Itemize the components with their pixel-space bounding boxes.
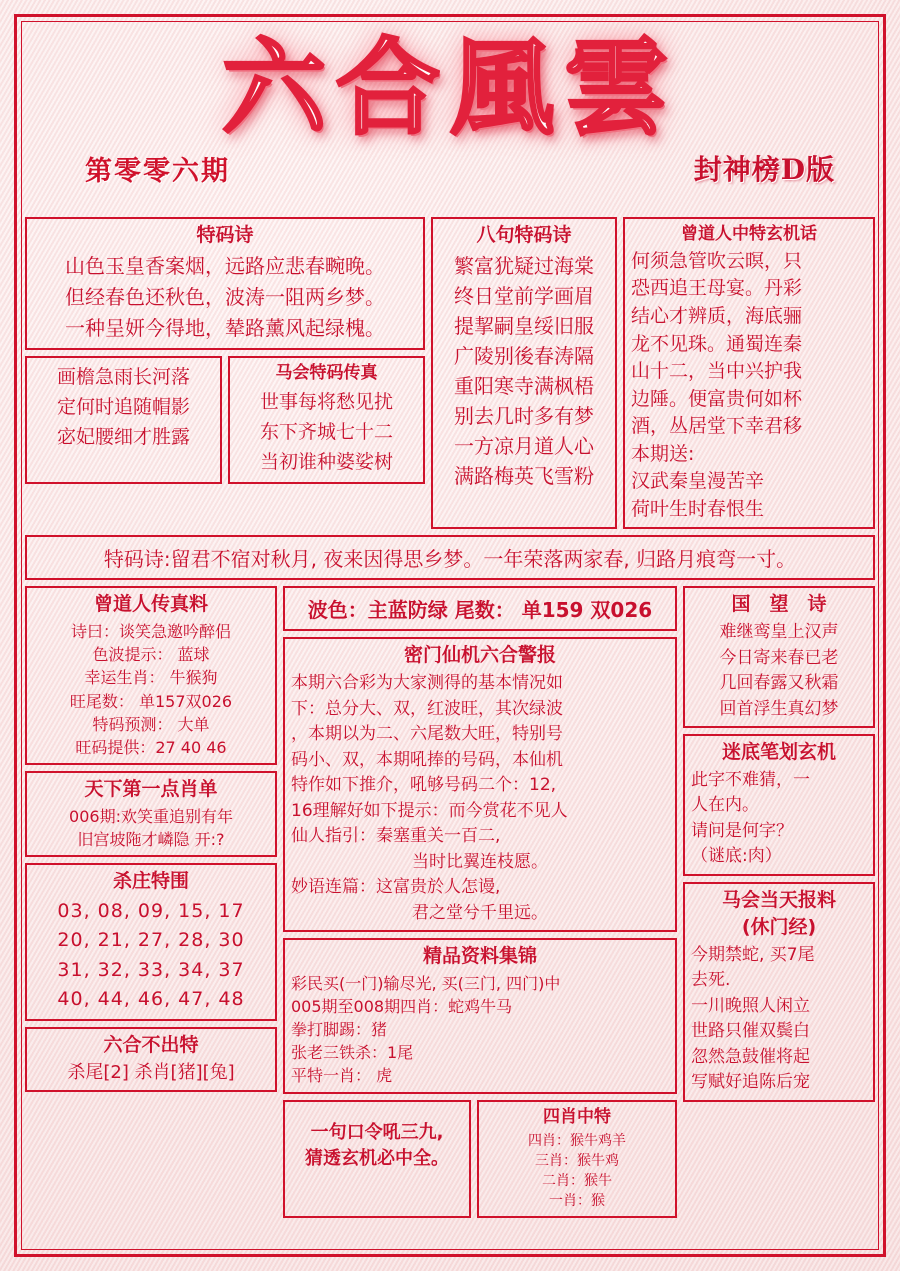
secret-paragraph-line: ，本期以为二、六尾数大旺，特别号 bbox=[291, 724, 563, 745]
oracle-line: 龙不见珠。通蜀连秦 bbox=[631, 332, 803, 355]
kill-zhuang-title: 杀庄特围 bbox=[112, 870, 189, 893]
oracle-line: 边陲。便富贵何如杯 bbox=[631, 387, 803, 410]
horse-fax-box bbox=[228, 356, 425, 484]
slogan-line: 猜透玄机必中全。 bbox=[305, 1147, 449, 1169]
quality-info-box bbox=[283, 938, 677, 1094]
kill-zhuang-row: 40, 44, 46, 47, 48 bbox=[57, 988, 245, 1011]
world-first-box bbox=[25, 771, 277, 857]
horse-report-title: 马会当天报料 bbox=[721, 888, 836, 911]
four-pick-row: 三肖：猴牛鸡 bbox=[535, 1152, 619, 1169]
zengdao-fax-line: 色波提示： 蓝球 bbox=[92, 645, 210, 665]
world-first-line: 旧宫坡陁才嶙隐 开:? bbox=[77, 830, 225, 849]
left-sub-row bbox=[25, 356, 425, 484]
left-column bbox=[25, 217, 425, 529]
quality-info-title: 精品资料集锦 bbox=[422, 945, 537, 968]
eight-line: 提挈嗣皇绥旧服 bbox=[454, 313, 594, 338]
horse-report-line: 世路只催双鬓白 bbox=[691, 1021, 810, 1042]
secret-alarm-box bbox=[283, 637, 677, 932]
world-first-title: 天下第一点肖单 bbox=[84, 778, 218, 801]
zengdao-fax-line: 诗曰：谈笑急邀吟醉侣 bbox=[70, 622, 231, 642]
column-one bbox=[25, 586, 277, 1092]
four-pick-box bbox=[477, 1100, 677, 1218]
guide-first-line: 秦塞重关一百二, bbox=[376, 826, 501, 847]
zengdao-fax-line: 幸运生肖： 牛猴狗 bbox=[84, 668, 218, 688]
bottom-sub-row bbox=[283, 1100, 677, 1218]
horse-report-line: 一川晚照人闲立 bbox=[691, 995, 810, 1016]
horse-report-line: 忽然急鼓催将起 bbox=[691, 1046, 810, 1067]
secret-paragraph-line: 特作如下推介，吼够号码二个：12, bbox=[291, 775, 557, 796]
secret-saying-label bbox=[291, 875, 669, 901]
no-special-line: 杀尾[2] 杀肖[猪][兔] bbox=[67, 1062, 235, 1084]
four-pick-row: 二肖：猴牛 bbox=[542, 1173, 612, 1190]
edition-label: 封神榜D版 bbox=[693, 153, 835, 187]
column-two bbox=[283, 586, 677, 1217]
saying-first-line: 这富贵於人怎谩, bbox=[376, 877, 501, 898]
secret-guide-line: 当时比翼连枝愿。 bbox=[412, 851, 548, 872]
secret-saying-line: 君之堂兮千里远。 bbox=[412, 902, 548, 923]
no-special-title: 六合不出特 bbox=[103, 1033, 199, 1056]
special-poem-line: 一种呈妍今得地，辇路薰风起绿槐。 bbox=[65, 315, 385, 340]
eight-line-poem-box bbox=[431, 217, 617, 529]
picture-eaves-box bbox=[25, 356, 222, 484]
kill-zhuang-row: 03, 08, 09, 15, 17 bbox=[57, 899, 245, 922]
slogan-box bbox=[283, 1100, 471, 1218]
quality-info-line: 彩民买(一门)输尽光, 买(三门, 四门)中 bbox=[291, 973, 561, 993]
zengdao-fax-line: 特码预测： 大单 bbox=[92, 714, 210, 734]
eight-line: 终日堂前学画眉 bbox=[454, 283, 594, 308]
special-poem-line: 但经春色还秋色，波涛一阻两乡梦。 bbox=[65, 284, 385, 309]
horse-report-line: 去死. bbox=[691, 970, 731, 991]
guowang-line: 回首浮生真幻梦 bbox=[719, 698, 839, 719]
horse-report-line: 写赋好追陈后宠 bbox=[691, 1072, 810, 1093]
kill-zhuang-box bbox=[25, 863, 277, 1020]
issue-number: 第零零六期 bbox=[85, 156, 230, 188]
quality-info-line: 拳打脚踢：猪 bbox=[291, 1020, 388, 1040]
horse-report-box bbox=[683, 882, 875, 1102]
banner-poem: 特码诗:留君不宿对秋月, 夜来因得思乡梦。一年荣落两家春, 归路月痕弯一寸。 bbox=[25, 535, 875, 580]
oracle-line: 山十二，当中兴护我 bbox=[631, 360, 803, 383]
secret-paragraph-line: 下：总分大、双，红波旺，其次绿波 bbox=[291, 698, 563, 719]
masthead-subrow bbox=[25, 142, 875, 188]
picture-line: 宓妃腰细才胜露 bbox=[56, 426, 190, 449]
eight-line: 一方凉月道人心 bbox=[454, 433, 594, 458]
zengdao-fax-line: 旺尾数： 单157双026 bbox=[69, 691, 233, 711]
secret-paragraph-line: 16理解好如下提示：而今赏花不见人 bbox=[291, 800, 568, 821]
eight-line: 满路梅英飞雪粉 bbox=[454, 463, 594, 488]
riddle-line: （谜底:肉） bbox=[691, 846, 782, 867]
quality-info-line: 平特一肖： 虎 bbox=[291, 1066, 393, 1086]
oracle-line: 结心才辨质，海底骊 bbox=[631, 305, 803, 328]
guowang-line: 难继鸾皇上汉声 bbox=[719, 622, 839, 643]
four-pick-title: 四肖中特 bbox=[543, 1106, 611, 1127]
row-one bbox=[25, 217, 875, 529]
slogan-line: 一句口令吼三九, bbox=[310, 1121, 444, 1143]
picture-line: 定何时追随帽影 bbox=[56, 396, 190, 419]
oracle-box bbox=[623, 217, 875, 529]
masthead bbox=[25, 25, 875, 213]
quality-info-line: 张老三铁杀：1尾 bbox=[291, 1043, 414, 1063]
picture-line: 画檐急雨长河落 bbox=[56, 365, 190, 388]
column-three bbox=[683, 586, 875, 1102]
row-two bbox=[25, 586, 875, 1217]
world-first-line: 006期:欢笑重追别有年 bbox=[69, 806, 233, 826]
wave-color-box: 波色：主蓝防绿 尾数： 单159 双026 bbox=[283, 586, 677, 631]
four-pick-row: 一肖：猴 bbox=[549, 1193, 605, 1210]
secret-paragraph-line: 本期六合彩为大家测得的基本情况如 bbox=[291, 673, 563, 694]
eight-line: 繁富犹疑过海棠 bbox=[454, 253, 594, 278]
horse-fax-line: 当初谁种婆娑树 bbox=[259, 451, 393, 474]
zengdao-fax-line: 旺码提供：27 40 46 bbox=[75, 737, 227, 757]
eight-line-poem-title: 八句特码诗 bbox=[476, 224, 572, 246]
guowang-line: 几回春露又秋霜 bbox=[719, 673, 839, 694]
secret-guide-label bbox=[291, 824, 669, 850]
eight-line: 重阳寒寺满枫梧 bbox=[454, 373, 594, 398]
horse-fax-line: 东下齐城七十二 bbox=[259, 420, 393, 443]
page-border bbox=[14, 14, 886, 1257]
guowang-poem-box bbox=[683, 586, 875, 728]
secret-alarm-title: 密门仙机六合警报 bbox=[403, 644, 556, 667]
horse-report-line: 今期禁蛇, 买7尾 bbox=[691, 944, 815, 965]
kill-zhuang-row: 31, 32, 33, 34, 37 bbox=[57, 958, 245, 981]
special-poem-title: 特码诗 bbox=[196, 224, 254, 246]
page-title: 六合風雲 bbox=[221, 26, 678, 149]
riddle-line: 此字不难猜，一 bbox=[691, 769, 810, 790]
oracle-send-line: 汉武秦皇漫苦辛 bbox=[631, 470, 765, 493]
zengdao-fax-title: 曾道人传真料 bbox=[93, 593, 208, 616]
quality-info-line: 005期至008期四肖：蛇鸡牛马 bbox=[291, 996, 513, 1016]
oracle-send-label: 本期送: bbox=[631, 442, 695, 465]
horse-fax-line: 世事每将愁见扰 bbox=[259, 390, 393, 413]
riddle-line: 请问是何字？ bbox=[691, 820, 793, 841]
riddle-box bbox=[683, 734, 875, 876]
horse-report-subtitle: (休门经) bbox=[741, 916, 817, 939]
eight-line: 广陵别後春涛隔 bbox=[454, 343, 594, 368]
oracle-line: 酒，丛居堂下幸君移 bbox=[631, 415, 803, 438]
riddle-line: 人在内。 bbox=[691, 795, 759, 816]
oracle-line: 恐西追王母宴。丹彩 bbox=[631, 277, 803, 300]
riddle-title: 迷底笔划玄机 bbox=[721, 741, 836, 764]
horse-fax-title: 马会特码传真 bbox=[275, 362, 378, 383]
saying-label-text: 妙语连篇： bbox=[291, 877, 376, 898]
special-poem-box bbox=[25, 217, 425, 350]
kill-zhuang-row: 20, 21, 27, 28, 30 bbox=[57, 929, 245, 952]
no-special-box bbox=[25, 1027, 277, 1093]
zengdao-fax-box bbox=[25, 586, 277, 765]
guowang-poem-title: 国 望 诗 bbox=[731, 593, 827, 616]
guide-label-text: 仙人指引： bbox=[291, 826, 376, 847]
oracle-line: 何须急管吹云暝，只 bbox=[631, 249, 803, 272]
oracle-title: 曾道人中特玄机话 bbox=[681, 224, 817, 244]
eight-line: 别去几时多有梦 bbox=[454, 403, 594, 428]
guowang-line: 今日寄来春已老 bbox=[719, 647, 839, 668]
oracle-send-line: 荷叶生时春恨生 bbox=[631, 497, 765, 520]
secret-paragraph-line: 码小、双，本期吼捧的号码，本仙机 bbox=[291, 749, 563, 770]
four-pick-row: 四肖：猴牛鸡羊 bbox=[528, 1132, 626, 1149]
special-poem-line: 山色玉皇香案烟，远路应悲春畹晚。 bbox=[65, 253, 385, 278]
